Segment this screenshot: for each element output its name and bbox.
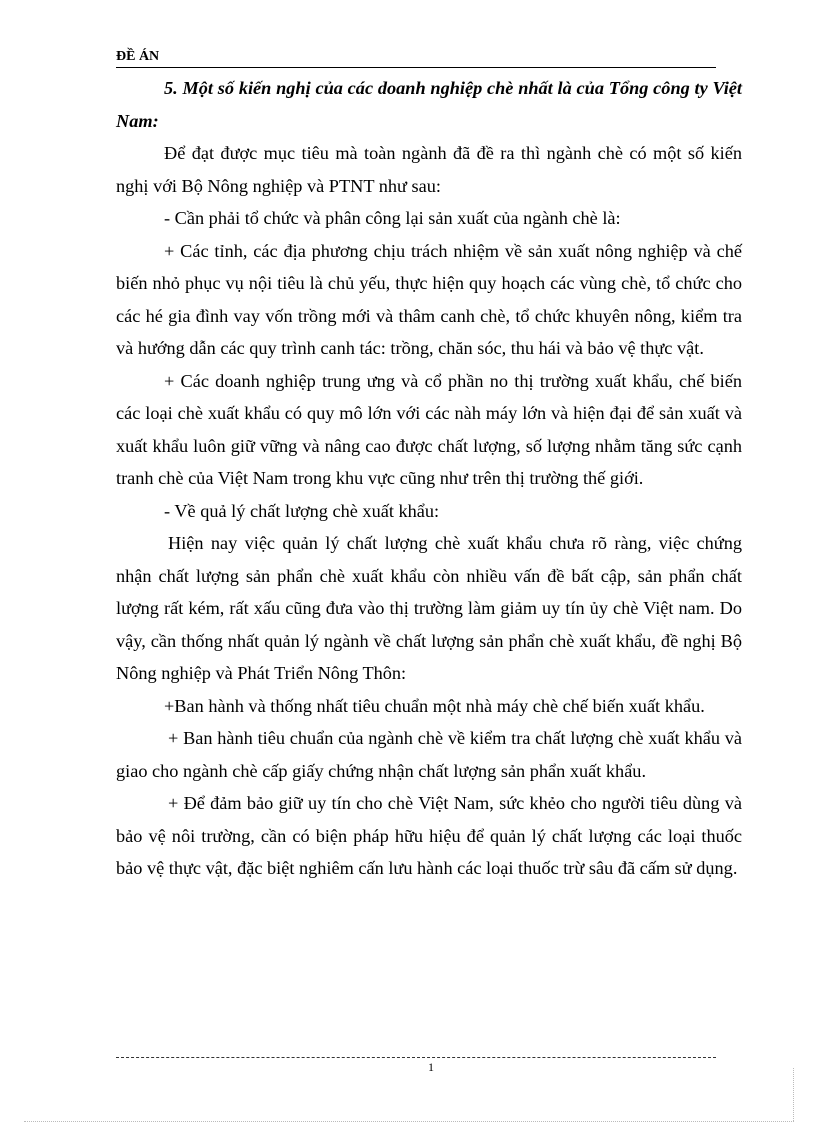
section-title: 5. Một số kiến nghị của các doanh nghiệp chè nhất là của Tổng công ty Việt Nam: bbox=[116, 78, 742, 131]
page-number: 1 bbox=[428, 1060, 434, 1074]
paragraph-enterprises: + Các doanh nghiệp trung ưng và cổ phần no thị trường xuất khẩu, chế biến các loại chè xuất khẩu có quy mô lớn với các nàh máy lớn và hiện đại để sản xuất và xuất khẩu luôn giữ vững và nâng cao được chất lượng, số lượng nhằm tăng sức cạnh tranh chè của Việt Nam trong khu vực cũng như trên thị trường thế giới. bbox=[116, 370, 742, 488]
page-edge-bottom bbox=[24, 1121, 794, 1122]
paragraph-dash-quality: - Về quả lý chất lượng chè xuất khẩu: bbox=[164, 500, 440, 521]
document-header: ĐỀ ÁN bbox=[116, 48, 716, 68]
paragraph-standard-industry: + Ban hành tiêu chuẩn của ngành chè về kiểm tra chất lượng chè xuất khẩu và giao cho ngành chè cấp giấy chứng nhận chất lượng sản phẩn xuất khẩu. bbox=[116, 728, 742, 781]
page-edge-right bbox=[793, 1068, 794, 1121]
footer-divider bbox=[116, 1057, 716, 1058]
paragraph-intro: Để đạt được mục tiêu mà toàn ngành đã đề ra thì ngành chè có một số kiến nghị với Bộ Nông nghiệp và PTNT như sau: bbox=[116, 143, 742, 196]
document-body bbox=[116, 72, 742, 885]
paragraph-current-state: Hiện nay việc quản lý chất lượng chè xuất khẩu chưa rõ ràng, việc chứng nhận chất lượng sản phẩn chè xuất khẩu còn nhiều vấn đề bất cập, sản phẩn chất lượng rất kém, rất xấu cũng đưa vào thị trường làm giảm uy tín ủy chè Việt nam. Do vậy, cần thống nhất quản lý ngành về chất lượng sản phẩn chè xuất khẩu, đề nghị Bộ Nông nghiệp và Phát Triển Nông Thôn: bbox=[116, 533, 742, 683]
paragraph-dash-organize: - Cần phải tổ chức và phân công lại sản xuất của ngành chè là: bbox=[164, 208, 621, 228]
paragraph-provinces: + Các tỉnh, các địa phương chịu trách nhiệm về sản xuất nông nghiệp và chế biến nhỏ phục vụ nội tiêu là chủ yếu, thực hiện quy hoạch các vùng chè, tổ chức cho các hé gia đình vay vốn trồng mới và thâm canh chè, tổ chức khuyên nông, kiểm tra và hướng dẫn các quy trình canh tác: trồng, chăn sóc, thu hái và bảo vệ thực vật. bbox=[116, 240, 742, 358]
paragraph-standard-factory: +Ban hành và thống nhất tiêu chuẩn một nhà máy chè chế biến xuất khẩu. bbox=[164, 695, 705, 716]
paragraph-reputation: + Để đảm bảo giữ uy tín cho chè Việt Nam, sức khẻo cho người tiêu dùng và bảo vệ nôi trường, cần có biện pháp hữu hiệu để quản lý chất lượng các loại thuốc bảo vệ thực vật, đặc biệt nghiêm cấn lưu hành các loại thuốc trừ sâu đã cấm sử dụng. bbox=[116, 793, 742, 878]
